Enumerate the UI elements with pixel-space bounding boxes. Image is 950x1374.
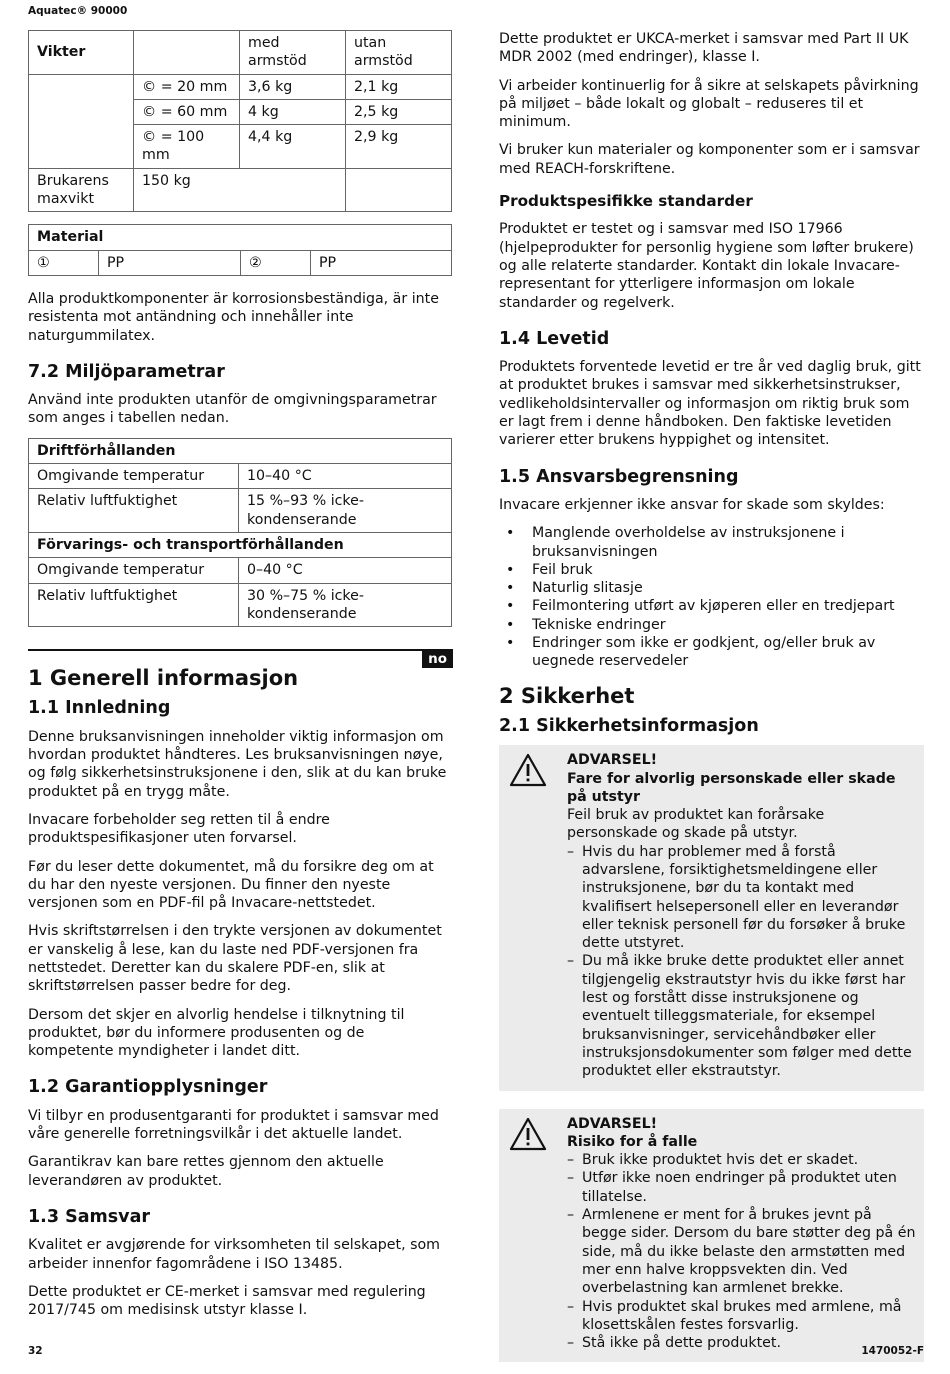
material-part-2: ② <box>241 250 311 275</box>
weights-without: 2,9 kg <box>346 125 452 169</box>
language-badge: no <box>422 651 453 668</box>
list-item: – Du må ikke bruke dette produktet eller annet tilgjengelig ekstrautstyr hvis du ikke først har lest og forstått disse instruksjonene og eventuelt tilleggsmateriale, for eksempel bruksanvisninger, servicehåndbøker eller instruksjonsdokumenter som følger med dette produktet eller ekstrautstyr. <box>567 952 916 1080</box>
intro-paragraph-3: Før du leser dette dokumentet, må du forsikre deg om at du har den nyeste versjonen. Du finner den nyeste versjonen som en PDF-fil på Invacare-nettstedet. <box>28 858 434 912</box>
env-st-temp-value: 0–40 °C <box>239 558 452 583</box>
weights-header-without: utan armstöd <box>346 31 452 75</box>
conformity-paragraph-1: Kvalitet er avgjørende for virksomheten til selskapet, som arbeider innenfor fagområdene i ISO 13485. <box>28 1237 441 1272</box>
env-operating-title: Driftförhållanden <box>29 438 452 463</box>
warning-triangle-icon <box>509 753 547 792</box>
env-st-hum-value: 30 %–75 % icke-kondenserande <box>239 583 452 627</box>
material-part-1: ① <box>29 250 99 275</box>
standards-heading: Produktspesifikke standarder <box>499 192 753 211</box>
env-table <box>28 438 452 627</box>
warranty-heading: 1.2 Garantiopplysninger <box>28 1077 268 1098</box>
env-st-temp-label: Omgivande temperatur <box>29 558 239 583</box>
env-op-temp-label: Omgivande temperatur <box>29 464 239 489</box>
list-item: – Armlenene er ment for å brukes jevnt på begge sider. Dersom du bare støtter deg på én side, må du ikke belaste den armstøtten med mer enn halve kroppsvekten din. Ved overbelastning kan armlenet brekke. <box>567 1206 916 1297</box>
warning-list <box>567 1151 916 1352</box>
conformity-heading: 1.3 Samsvar <box>28 1206 151 1227</box>
env-intro: Använd inte produkten utanför de omgivningsparametrar som anges i tabellen nedan. <box>28 392 437 427</box>
liability-list <box>499 524 924 670</box>
warning-label: ADVARSEL! <box>567 752 658 769</box>
warning-triangle-icon <box>509 1117 547 1156</box>
warning-title: Fare for alvorlig personskade eller skade på utstyr <box>567 770 896 805</box>
environment-paragraph: Vi arbeider kontinuerlig for å sikre at selskapets påvirkning på miljøet – både lokalt og globalt – reduseres til et minimum. <box>499 77 919 131</box>
env-op-temp-value: 10–40 °C <box>239 464 452 489</box>
reach-paragraph: Vi bruker kun materialer og komponenter som er i samsvar med REACH-forskriftene. <box>499 142 920 177</box>
weights-size: © = 60 mm <box>134 99 240 124</box>
warning-box-injury <box>499 745 924 1090</box>
lifetime-heading: 1.4 Levetid <box>499 328 610 349</box>
list-item: • Tekniske endringer <box>499 616 924 634</box>
env-storage-title: Förvarings- och transportförhållanden <box>29 532 452 557</box>
weights-header-blank <box>134 31 240 75</box>
intro-heading: 1.1 Innledning <box>28 698 171 719</box>
weights-without: 2,1 kg <box>346 74 452 99</box>
env-heading: 7.2 Miljöparametrar <box>28 361 225 382</box>
env-st-hum-label: Relativ luftfuktighet <box>29 583 239 627</box>
intro-paragraph-1: Denne bruksanvisningen inneholder viktig informasjon om hvordan produktet håndteres. Les bruksanvisningen nøye, og følg sikkerhetsinstruksjonene i den, slik at du kan bruke produktet på en trygg måte. <box>28 728 447 800</box>
intro-paragraph-5: Dersom det skjer en alvorlig hendelse i tilknytning til produktet, bør du informere produsenten og de kompetente myndigheter i landet ditt. <box>28 1006 405 1060</box>
list-item: – Hvis du har problemer med å forstå advarslene, forsiktighetsmeldingene eller instruksjonene, bør du ta kontakt med kvalifisert helsepersonell eller en leverandør eller teknisk personell før du forsøker å bruke dette utstyret. <box>567 843 916 953</box>
env-op-hum-label: Relativ luftfuktighet <box>29 489 239 533</box>
safety-info-heading: 2.1 Sikkerhetsinformasjon <box>499 715 759 736</box>
lifetime-paragraph: Produktets forventede levetid er tre år ved daglig bruk, gitt at produktet brukes i samsvar med sikkerhetsinstrukser, vedlikeholdsintervaller og informasjon om riktig bruk som er lagt frem i denne håndboken. Den faktiske levetiden varierer etter brukens hyppighet og intensitet. <box>499 359 921 449</box>
weights-with: 4 kg <box>240 99 346 124</box>
list-item: – Hvis produktet skal brukes med armlene, må klosettskålen festes forsvarlig. <box>567 1298 916 1335</box>
general-info-heading: 1 Generell informasjon <box>28 666 299 691</box>
material-note: Alla produktkomponenter är korrosionsbeständiga, är inte resistenta mot antändning och innehåller inte naturgummilatex. <box>28 290 439 344</box>
page-number: 32 <box>28 1345 43 1357</box>
standards-paragraph: Produktet er testet og i samsvar med ISO 17966 (hjelpeprodukter for personlig hygiene som løfter brukere) og alle relaterte standarder. Kontakt din lokale Invacare-representant for ytterligere informasjon om lokale standarder og regelverk. <box>499 221 914 311</box>
max-weight-blank <box>346 168 452 212</box>
warranty-paragraph-2: Garantikrav kan bare rettes gjennom den aktuelle leverandøren av produktet. <box>28 1154 384 1189</box>
warranty-paragraph-1: Vi tilbyr en produsentgaranti for produktet i samsvar med våre generelle forretningsvilkår i det aktuelle landet. <box>28 1107 439 1143</box>
intro-paragraph-2: Invacare forbeholder seg retten til å endre produktspesifikasjoner uten forvarsel. <box>28 811 330 847</box>
warning-box-fall <box>499 1109 924 1363</box>
section-rule <box>28 649 453 668</box>
safety-heading: 2 Sikkerhet <box>499 683 635 708</box>
document-number: 1470052-F <box>861 1345 924 1357</box>
weights-with: 3,6 kg <box>240 74 346 99</box>
running-header: Aquatec® 90000 <box>28 5 128 17</box>
list-item: • Endringer som ikke er godkjent, og/eller bruk av uegnede reservedeler <box>499 634 924 671</box>
warning-list <box>567 843 916 1081</box>
env-op-hum-value: 15 %–93 % icke-kondenserande <box>239 489 452 533</box>
warning-text: Feil bruk av produktet kan forårsake personskade og skade på utstyr. <box>567 807 825 842</box>
conformity-paragraph-2: Dette produktet er CE-merket i samsvar med regulering 2017/745 om medisinsk utstyr klasse I. <box>28 1283 426 1319</box>
warning-title: Risiko for å falle <box>567 1133 698 1150</box>
material-value-1: PP <box>99 250 241 275</box>
weights-header-with: med armstöd <box>240 31 346 75</box>
intro-paragraph-4: Hvis skriftstørrelsen i den trykte versjonen av dokumentet er vanskelig å lese, kan du laste ned PDF-versjonen fra nettstedet. Deretter kan du skalere PDF-en, slik at skriftstørrelsen passer bedre for deg. <box>28 923 442 995</box>
list-item: • Feilmontering utført av kjøperen eller en tredjepart <box>499 597 924 615</box>
max-weight-value: 150 kg <box>134 168 346 212</box>
list-item: – Bruk ikke produktet hvis det er skadet. <box>567 1151 916 1169</box>
weights-with: 4,4 kg <box>240 125 346 169</box>
list-item: – Utfør ikke noen endringer på produktet uten tillatelse. <box>567 1169 916 1206</box>
liability-heading: 1.5 Ansvarsbegrensning <box>499 466 739 487</box>
right-column <box>499 30 924 1374</box>
list-item: • Manglende overholdelse av instruksjonene i bruksanvisningen <box>499 524 924 561</box>
material-table <box>28 224 452 276</box>
material-value-2: PP <box>311 250 452 275</box>
max-weight-label: Brukarens maxvikt <box>29 168 134 212</box>
weights-table <box>28 30 452 212</box>
weights-without: 2,5 kg <box>346 99 452 124</box>
list-item: • Naturlig slitasje <box>499 579 924 597</box>
left-column <box>28 30 453 1329</box>
warning-label: ADVARSEL! <box>567 1115 658 1132</box>
list-item: – Stå ikke på dette produktet. <box>567 1334 916 1352</box>
ukca-paragraph: Dette produktet er UKCA-merket i samsvar med Part II UK MDR 2002 (med endringer), klasse I. <box>499 31 909 66</box>
weights-header-label: Vikter <box>29 31 134 75</box>
material-title: Material <box>29 225 452 250</box>
weights-size: © = 100 mm <box>134 125 240 169</box>
liability-intro: Invacare erkjenner ikke ansvar for skade som skyldes: <box>499 496 885 513</box>
list-item: • Feil bruk <box>499 561 924 579</box>
weights-blank-cell <box>29 74 134 168</box>
weights-size: © = 20 mm <box>134 74 240 99</box>
